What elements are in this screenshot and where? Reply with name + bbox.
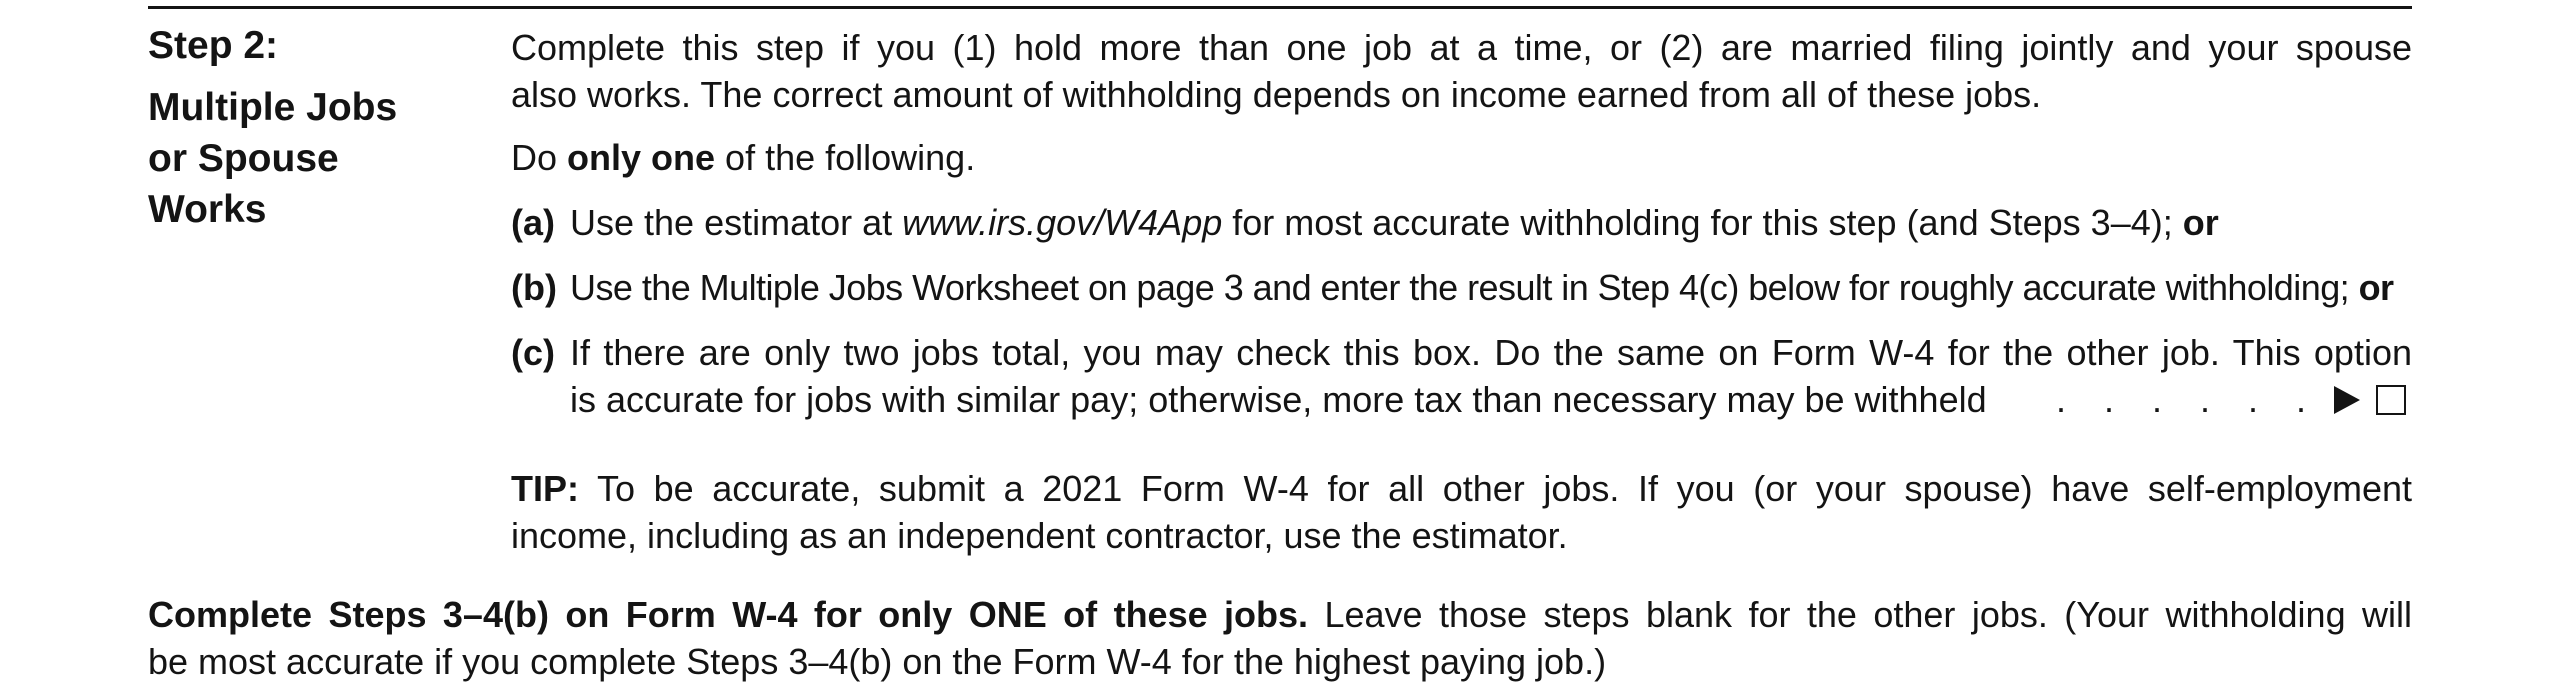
- option-a-text: [570, 199, 2412, 246]
- option-b-letter: (b): [511, 267, 557, 308]
- option-a-pre: Use the estimator at: [570, 202, 903, 243]
- option-b: [511, 264, 2412, 311]
- option-b-body: Use the Multiple Jobs Worksheet on page 3 and enter the result in Step 4(c) below for roughly accurate withholding;: [570, 267, 2359, 308]
- arrow-right-icon: [2334, 386, 2360, 414]
- intro-paragraph: [511, 24, 2412, 118]
- step-title: Multiple Jobs or Spouse Works: [148, 86, 398, 231]
- tip-line-2: income, including as an independent contractor, use the estimator.: [511, 515, 1568, 556]
- intro-line-1: Complete this step if you (1) hold more than one job at a time, or (2) are married filing jointly and your spouse: [511, 27, 2412, 68]
- option-c-letter: (c): [511, 332, 555, 373]
- instruction-suffix: of the following.: [715, 137, 976, 178]
- section-top-rule: [148, 6, 2412, 9]
- two-jobs-checkbox[interactable]: [2376, 385, 2406, 415]
- step-content: [511, 24, 2412, 559]
- option-a-post: for most accurate withholding for this step (and Steps 3–4);: [1222, 202, 2183, 243]
- tip-paragraph: [511, 465, 2412, 559]
- option-a: [511, 199, 2412, 246]
- option-c-line-1: If there are only two jobs total, you may check this box. Do the same on Form W-4 for the other job. This option: [570, 332, 2412, 373]
- footer-bold: Complete Steps 3–4(b) on Form W-4 for only ONE of these jobs.: [148, 594, 1309, 635]
- footer-line-1: [148, 591, 2412, 638]
- option-a-letter: (a): [511, 202, 555, 243]
- option-c: [511, 329, 2412, 423]
- footer-paragraph: [148, 591, 2412, 685]
- estimator-link[interactable]: www.irs.gov/W4App: [902, 202, 1223, 243]
- instruction: [511, 134, 2412, 181]
- footer-line-1-rest: Leave those steps blank for the other jobs. (Your withholding will: [1308, 594, 2413, 635]
- option-b-or: or: [2358, 267, 2394, 308]
- step-number: Step 2:: [148, 24, 279, 67]
- tip-line-1-text: To be accurate, submit a 2021 Form W-4 for all other jobs. If you (or your spouse) have self-employment: [579, 468, 2412, 509]
- instruction-emphasis: only one: [567, 137, 716, 178]
- tip-line-1: [511, 465, 2412, 512]
- option-a-or: or: [2182, 202, 2219, 243]
- step-heading: [148, 20, 448, 235]
- option-c-line-2-text: is accurate for jobs with similar pay; otherwise, more tax than necessary may be withheld: [570, 379, 1987, 420]
- option-c-text: [570, 329, 2412, 423]
- dot-leader: . . . . . .: [2055, 379, 2320, 420]
- instruction-prefix: Do: [511, 137, 568, 178]
- option-b-text: [570, 264, 2412, 311]
- intro-line-2: also works. The correct amount of withholding depends on income earned from all of these jobs.: [511, 74, 2042, 115]
- tip-label: TIP:: [511, 468, 579, 509]
- option-c-line-2: [570, 376, 2412, 423]
- footer-line-2: be most accurate if you complete Steps 3–4(b) on the Form W-4 for the highest paying job.): [148, 641, 1607, 682]
